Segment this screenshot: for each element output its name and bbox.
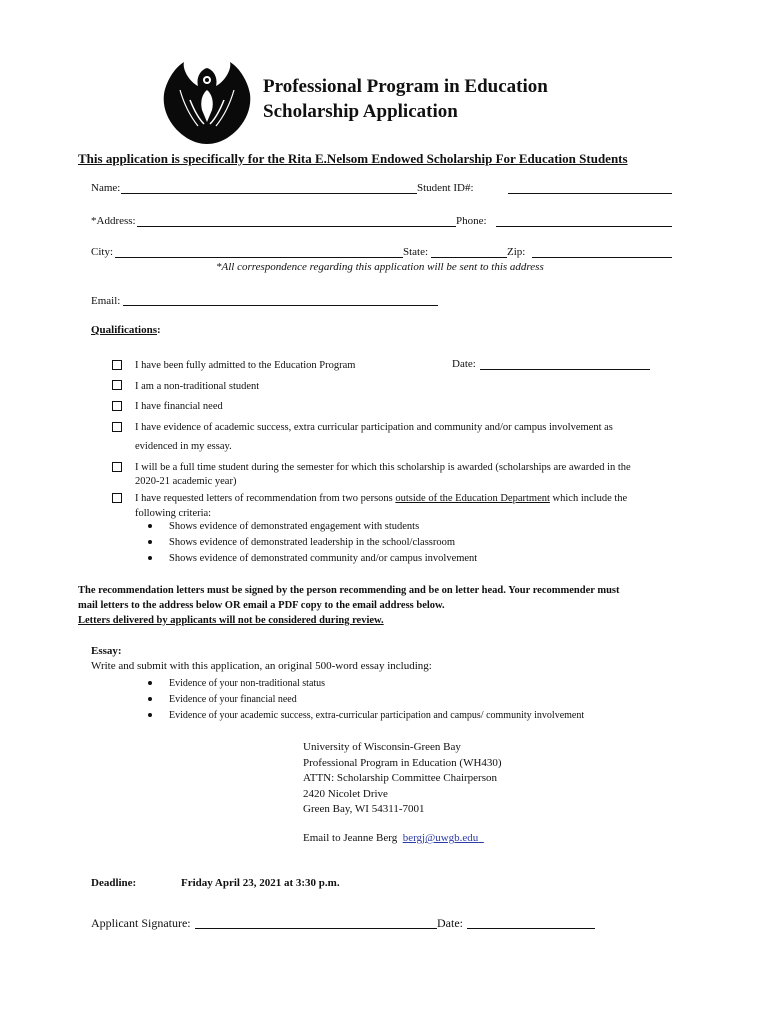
address-label: *Address:	[91, 215, 136, 227]
bullet-icon	[148, 713, 152, 717]
criteria-item	[148, 521, 419, 532]
bullet-icon	[148, 524, 152, 528]
criteria-text: Shows evidence of demonstrated leadership in the school/classroom	[169, 537, 456, 548]
address-line: Green Bay, WI 54311-7001	[303, 803, 425, 815]
email-field[interactable]	[123, 305, 438, 306]
phoenix-logo-icon	[160, 60, 254, 144]
qual-financial-need: I have financial need	[135, 401, 223, 412]
deadline-label: Deadline:	[91, 877, 137, 889]
name-field[interactable]	[121, 193, 417, 194]
essay-bullet	[148, 678, 325, 689]
qual-recommendation	[135, 491, 675, 506]
address-field[interactable]	[137, 226, 456, 227]
address-line: University of Wisconsin-Green Bay	[303, 741, 461, 753]
checkbox-non-traditional[interactable]	[112, 380, 122, 390]
criteria-item	[148, 537, 455, 548]
criteria-text: Shows evidence of demonstrated community and/or campus involvement	[169, 553, 478, 564]
email-label: Email:	[91, 295, 121, 307]
state-label: State:	[403, 246, 429, 258]
qualifications-label	[91, 324, 161, 336]
page-title	[263, 74, 548, 124]
qualifications-text: Qualifications	[91, 324, 158, 336]
signature-date-label: Date:	[437, 916, 463, 930]
address-line: Professional Program in Education (WH430)	[303, 756, 502, 769]
qual-academic-success-cont: evidenced in my essay.	[135, 441, 232, 452]
essay-bullet	[148, 710, 584, 721]
checkbox-academic-success[interactable]	[112, 422, 122, 432]
city-label: City:	[91, 246, 114, 258]
phone-field[interactable]	[496, 226, 672, 227]
signature-date-field[interactable]	[467, 928, 595, 929]
zip-label: Zip:	[507, 246, 526, 258]
essay-bullet-text: Evidence of your academic success, extra-curricular participation and campus/ community involvement	[169, 710, 585, 721]
address-line: ATTN: Scholarship Committee Chairperson	[303, 772, 497, 784]
signature-label: Applicant Signature:	[91, 916, 191, 930]
recommendation-line-3: Letters delivered by applicants will not be considered during review.	[78, 615, 384, 626]
email-prefix: Email to Jeanne Berg	[303, 832, 398, 844]
qual-date-field[interactable]	[480, 369, 650, 370]
checkbox-financial-need[interactable]	[112, 401, 122, 411]
correspondence-note: *All correspondence regarding this application will be sent to this address	[216, 261, 544, 273]
qual-recommendation-a: I have requested letters of recommendation from two persons	[135, 493, 396, 504]
zip-field[interactable]	[532, 257, 672, 258]
criteria-text: Shows evidence of demonstrated engagement with students	[169, 521, 420, 532]
title-line-1: Professional Program in Education	[263, 76, 548, 97]
phone-label: Phone:	[456, 215, 487, 227]
checkbox-admitted[interactable]	[112, 360, 122, 370]
recommendation-line-1: The recommendation letters must be signed by the person recommending and be on letter head. Your recommender must	[78, 585, 620, 596]
state-field[interactable]	[431, 257, 507, 258]
essay-heading: Essay:	[91, 645, 122, 657]
mailing-address	[303, 740, 502, 818]
checkbox-recommendation[interactable]	[112, 493, 122, 503]
qual-full-time-cont: 2020-21 academic year)	[135, 476, 237, 487]
checkbox-full-time[interactable]	[112, 462, 122, 472]
bullet-icon	[148, 556, 152, 560]
deadline-value: Friday April 23, 2021 at 3:30 p.m.	[181, 877, 340, 889]
email-to-line	[303, 832, 484, 844]
essay-bullet-text: Evidence of your financial need	[169, 694, 297, 705]
recommendation-line-2: mail letters to the address below OR email a PDF copy to the email address below.	[78, 600, 445, 611]
qual-full-time: I will be a full time student during the semester for which this scholarship is awarded (scholarships are awarded in the	[135, 462, 631, 473]
qual-recommendation-c: which include the	[549, 493, 628, 504]
address-line: 2420 Nicolet Drive	[303, 787, 388, 800]
signature-field[interactable]	[195, 928, 437, 929]
email-link[interactable]: bergj@uwgb.edu	[402, 832, 479, 844]
qual-recommendation-b: outside of the Education Department	[395, 493, 550, 504]
student-id-label: Student ID#:	[417, 182, 474, 194]
title-line-2: Scholarship Application	[263, 101, 458, 122]
qualifications-colon: :	[157, 324, 161, 336]
bullet-icon	[148, 681, 152, 685]
bullet-icon	[148, 540, 152, 544]
scholarship-heading: This application is specifically for the Rita E.Nelsom Endowed Scholarship For Education Students	[78, 151, 628, 166]
qual-non-traditional: I am a non-traditional student	[135, 381, 260, 392]
essay-bullet	[148, 694, 297, 705]
qual-admitted: I have been fully admitted to the Education Program	[135, 360, 356, 371]
essay-bullet-text: Evidence of your non-traditional status	[169, 678, 326, 689]
student-id-field[interactable]	[508, 193, 672, 194]
criteria-item	[148, 553, 477, 564]
qual-recommendation-cont: following criteria:	[135, 508, 212, 519]
qual-date-label: Date:	[452, 358, 476, 370]
city-field[interactable]	[115, 257, 403, 258]
bullet-icon	[148, 697, 152, 701]
essay-text: Write and submit with this application, an original 500-word essay including:	[91, 660, 432, 672]
name-label: Name:	[91, 182, 121, 194]
recommendation-notice	[78, 583, 698, 628]
qual-academic-success: I have evidence of academic success, extra curricular participation and community and/or campus involvement as	[135, 422, 613, 433]
